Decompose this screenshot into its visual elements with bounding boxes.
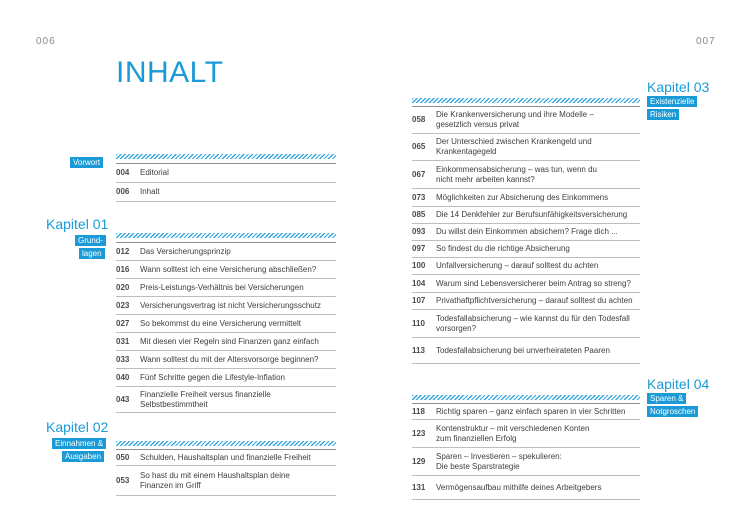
- toc-entry[interactable]: [412, 420, 640, 448]
- toc-list-kapitel-01: [116, 243, 336, 413]
- tag-sparen-2: Notgroschen: [647, 406, 698, 417]
- toc-page-number: 012: [116, 246, 130, 256]
- toc-entry-title: Versicherungsvertrag ist nicht Versicherungsschutz: [140, 300, 321, 310]
- toc-page-number: 043: [116, 394, 130, 404]
- toc-entry[interactable]: [412, 207, 640, 224]
- toc-list-kapitel-04: [412, 404, 640, 500]
- toc-entry[interactable]: [116, 351, 336, 369]
- toc-entry-title: Preis-Leistungs-Verhältnis bei Versicherungen: [140, 282, 304, 292]
- toc-page-number: 053: [116, 475, 130, 485]
- toc-entry[interactable]: [116, 164, 336, 183]
- toc-entry-title: Unfallversicherung – darauf solltest du achten: [436, 261, 599, 270]
- toc-entry-title: Mit diesen vier Regeln sind Finanzen ganz einfach: [140, 336, 319, 346]
- tag-sparen-1: Sparen &: [647, 393, 686, 404]
- toc-entry-title: So hast du mit einem Haushaltsplan deine Finanzen im Griff: [140, 470, 290, 490]
- toc-entry-title: Vermögensaufbau mithilfe deines Arbeitgebers: [436, 482, 602, 492]
- toc-entry-title: Warum sind Lebensversicherer beim Antrag so streng?: [436, 278, 631, 288]
- toc-entry[interactable]: [412, 310, 640, 338]
- page-title: INHALT: [116, 56, 224, 89]
- toc-entry-title: Editorial: [140, 168, 169, 177]
- toc-page-number: 016: [116, 264, 130, 274]
- toc-entry-title: Wann solltest du mit der Altersvorsorge beginnen?: [140, 354, 319, 364]
- tag-grundlagen-1: Grund-: [75, 235, 106, 246]
- toc-page-number: 027: [116, 318, 130, 328]
- toc-entry-title: Fünf Schritte gegen die Lifestyle-Inflation: [140, 372, 285, 382]
- toc-entry[interactable]: [412, 258, 640, 275]
- toc-entry[interactable]: [412, 275, 640, 293]
- hatch-divider: [116, 233, 336, 238]
- toc-entry[interactable]: [412, 241, 640, 258]
- toc-entry[interactable]: [412, 107, 640, 134]
- toc-entry-title: Schulden, Haushaltsplan und finanzielle Freiheit: [140, 452, 311, 462]
- toc-entry[interactable]: [412, 134, 640, 161]
- toc-entry[interactable]: [412, 476, 640, 500]
- chapter-heading-03: Kapitel 03: [647, 79, 710, 95]
- toc-entry-title: Kontenstruktur – mit verschiedenen Konten zum finanziellen Erfolg: [436, 423, 590, 443]
- toc-entry[interactable]: [412, 338, 640, 364]
- toc-list-kapitel-02: [116, 450, 336, 496]
- toc-entry-title: So findest du die richtige Absicherung: [436, 244, 570, 253]
- toc-entry-title: Der Unterschied zwischen Krankengeld und Krankentagegeld: [436, 137, 592, 156]
- toc-page-number: 113: [412, 345, 425, 355]
- toc-page-number: 100: [412, 261, 426, 270]
- hatch-divider: [412, 98, 640, 103]
- toc-page-number: 123: [412, 428, 426, 438]
- toc-entry[interactable]: [116, 315, 336, 333]
- chapter-heading-02: Kapitel 02: [46, 419, 109, 435]
- toc-page-number: 067: [412, 169, 426, 179]
- toc-entry-title: Einkommensabsicherung – was tun, wenn du nicht mehr arbeiten kannst?: [436, 164, 597, 184]
- toc-entry-title: Das Versicherungsprinzip: [140, 246, 231, 256]
- toc-page-number: 040: [116, 372, 130, 382]
- toc-page-number: 050: [116, 452, 130, 462]
- toc-page-number: 093: [412, 227, 426, 236]
- tag-einnahmen-2: Ausgaben: [62, 451, 104, 462]
- toc-page-number: 129: [412, 456, 426, 466]
- tag-existenzielle-2: Risiken: [647, 109, 679, 120]
- tag-vorwort: Vorwort: [70, 157, 103, 168]
- toc-page-number: 020: [116, 282, 130, 292]
- toc-page-number: 023: [116, 300, 130, 310]
- chapter-heading-01: Kapitel 01: [46, 216, 109, 232]
- toc-entry[interactable]: [116, 297, 336, 315]
- toc-entry[interactable]: [116, 279, 336, 297]
- toc-entry[interactable]: [412, 189, 640, 207]
- toc-page-number: 104: [412, 278, 426, 288]
- toc-entry[interactable]: [412, 448, 640, 476]
- toc-list-vorwort: [116, 164, 336, 202]
- toc-entry[interactable]: [116, 450, 336, 466]
- chapter-heading-04: Kapitel 04: [647, 376, 710, 392]
- toc-entry-title: Todesfallabsicherung – wie kannst du für den Todesfall vorsorgen?: [436, 313, 630, 333]
- toc-page-number: 031: [116, 336, 130, 346]
- hatch-divider: [412, 395, 640, 400]
- toc-page-number: 006: [116, 187, 130, 196]
- toc-entry-title: Privathaftpflichtversicherung – darauf solltest du achten: [436, 296, 633, 305]
- toc-page-number: 058: [412, 115, 426, 124]
- toc-entry[interactable]: [116, 466, 336, 496]
- toc-page-number: 073: [412, 192, 426, 202]
- toc-entry[interactable]: [412, 161, 640, 189]
- toc-entry-title: Wann solltest ich eine Versicherung abschließen?: [140, 264, 317, 274]
- toc-entry-title: Die Krankenversicherung und ihre Modelle – gesetzlich versus privat: [436, 110, 594, 129]
- toc-entry-title: Todesfallabsicherung bei unverheirateten Paaren: [436, 345, 610, 355]
- toc-page-number: 110: [412, 318, 425, 328]
- toc-page-number: 085: [412, 210, 426, 219]
- toc-list-kapitel-03: [412, 107, 640, 364]
- toc-page-number: 107: [412, 296, 426, 305]
- toc-entry[interactable]: [116, 387, 336, 413]
- toc-page-number: 033: [116, 354, 130, 364]
- toc-entry[interactable]: [116, 183, 336, 202]
- toc-entry[interactable]: [412, 293, 640, 310]
- toc-entry-title: Inhalt: [140, 187, 160, 196]
- toc-entry[interactable]: [116, 261, 336, 279]
- page-number-right: 007: [696, 36, 716, 47]
- toc-page-number: 118: [412, 406, 425, 416]
- tag-existenzielle-1: Existenzielle: [647, 96, 697, 107]
- toc-entry[interactable]: [116, 333, 336, 351]
- toc-entry[interactable]: [116, 369, 336, 387]
- toc-entry-title: Finanzielle Freiheit versus finanzielle Selbstbestimmtheit: [140, 389, 271, 409]
- toc-entry-title: Möglichkeiten zur Absicherung des Einkommens: [436, 192, 609, 202]
- page-number-left: 006: [36, 36, 56, 47]
- toc-entry-title: Sparen – Investieren – spekulieren: Die beste Sparstrategie: [436, 451, 562, 471]
- toc-entry[interactable]: [412, 404, 640, 420]
- hatch-divider: [116, 441, 336, 446]
- toc-entry[interactable]: [412, 224, 640, 241]
- toc-entry-title: Du willst dein Einkommen absichern? Frage dich ...: [436, 227, 618, 236]
- tag-grundlagen-2: lagen: [79, 248, 105, 259]
- toc-page-number: 131: [412, 482, 426, 492]
- toc-entry-title: Richtig sparen – ganz einfach sparen in vier Schritten: [436, 406, 626, 416]
- toc-page-number: 065: [412, 142, 426, 151]
- toc-page-number: 004: [116, 168, 130, 177]
- hatch-divider: [116, 154, 336, 159]
- toc-entry-title: Die 14 Denkfehler zur Berufsunfähigkeitsversicherung: [436, 210, 628, 219]
- toc-page-number: 097: [412, 244, 426, 253]
- toc-entry-title: So bekommst du eine Versicherung vermittelt: [140, 318, 301, 328]
- toc-entry[interactable]: [116, 243, 336, 261]
- tag-einnahmen-1: Einnahmen &: [52, 438, 106, 449]
